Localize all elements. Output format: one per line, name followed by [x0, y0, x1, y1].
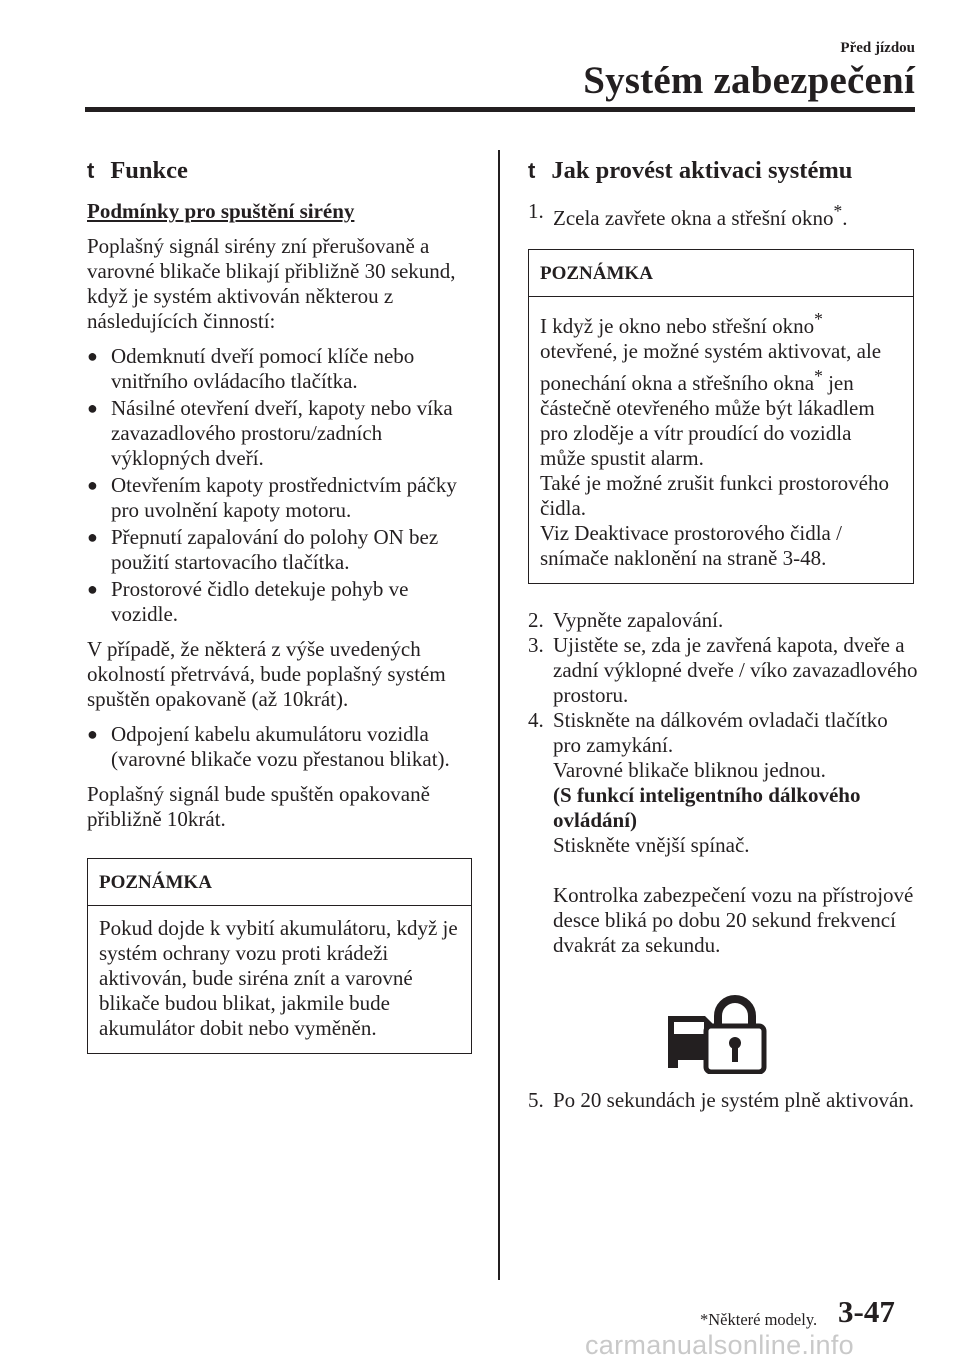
steps-list-b	[528, 608, 918, 1113]
right-column	[528, 155, 918, 1113]
section-title-activation	[528, 155, 918, 187]
note-body: Pokud dojde k vybití akumulátoru, když je systém ochrany vozu proti krádeži aktivován, bude siréna znít a varovné blikače budou blikat, jakmile bude akumulátor dobit nebo vyměněn.	[99, 916, 458, 1040]
note-box	[87, 858, 472, 1054]
step-4: 4. Stiskněte na dálkovém ovladači tlačítko pro zamykání. Varovné blikače bliknou jednou. (S funkcí inteligentního dálkového ovládání) Stiskněte vnější spínač. Kontrolka zabezpečení vozu na přístrojové desce bliká po dobu 20 sekund frekvencí dvakrát za sekundu.	[528, 708, 918, 1074]
list-item: ● Odpojení kabelu akumulátoru vozidla (varovné blikače vozu přestanou blikat).	[87, 722, 450, 771]
smart-key-note: (S funkcí inteligentního dálkového ovládání)	[553, 783, 861, 832]
section-marker: t	[528, 158, 536, 183]
page-number: 3-47	[838, 1294, 895, 1329]
list-item: ● Otevřením kapoty prostřednictvím páčky pro uvolnění kapoty motoru.	[87, 473, 457, 522]
header-subtitle: Před jízdou	[840, 40, 915, 56]
intro-paragraph: Poplašný signál sirény zní přerušovaně a varovné blikače blikají přibližně 30 sekund, když je systém aktivován některou z následujících činností:	[87, 234, 456, 333]
list-item: ● Přepnutí zapalování do polohy ON bez použití startovacího tlačítka.	[87, 525, 439, 574]
column-divider	[498, 150, 500, 1280]
note-box	[528, 249, 914, 584]
footnote: *Některé modely.	[700, 1310, 818, 1329]
watermark: carmanualsonline.info	[585, 1330, 854, 1360]
security-indicator-icon	[648, 994, 768, 1074]
steps-list-a	[528, 199, 918, 231]
list-item: ● Prostorové čidlo detekuje pohyb ve vozidle.	[87, 577, 409, 626]
battery-list	[87, 722, 472, 772]
section-title-funkce	[87, 155, 472, 187]
step-2: 2. Vypněte zapalování.	[528, 608, 724, 632]
step-1: 1. Zcela zavřete okna a střešní okno*.	[528, 199, 848, 230]
left-column	[87, 155, 472, 1054]
note-heading: POZNÁMKA	[88, 859, 471, 906]
page-title: Systém zabezpečení	[583, 59, 915, 102]
step-5: 5. Po 20 sekundách je systém plně aktivován.	[528, 1088, 915, 1112]
header-rule	[85, 107, 915, 112]
repeat-paragraph: V případě, že některá z výše uvedených okolností přetrvává, bude poplašný systém spuštěn opakovaně (až 10krát).	[87, 637, 446, 711]
note-heading: POZNÁMKA	[529, 250, 913, 297]
alarm-paragraph: Poplašný signál bude spuštěn opakovaně přibližně 10krát.	[87, 782, 430, 831]
list-item: ● Odemknutí dveří pomocí klíče nebo vnitřního ovládacího tlačítka.	[87, 344, 415, 393]
list-item: ● Násilné otevření dveří, kapoty nebo víka zavazadlového prostoru/zadních výklopných dveří.	[87, 396, 453, 470]
conditions-list	[87, 344, 472, 627]
note-body: I když je okno nebo střešní okno* otevřené, je možné systém aktivovat, ale ponechání okna a střešního okna* jen částečně otevřeného může být lákadlem pro zloděje a vítr proudící do vozidla může spustit alarm. Také je možné zrušit funkci prostorového čidla. Viz Deaktivace prostorového čidla / snímače naklonění na straně 3-48.	[540, 309, 890, 570]
section-marker: t	[87, 158, 95, 183]
section-title-text: Jak provést aktivaci systému	[551, 157, 853, 184]
step-3: 3. Ujistěte se, zda je zavřená kapota, dveře a zadní výklopné dveře / víko zavazadlového prostoru.	[528, 633, 918, 707]
subheading: Podmínky pro spuštění sirény	[87, 199, 355, 223]
section-title-text: Funkce	[110, 157, 188, 184]
